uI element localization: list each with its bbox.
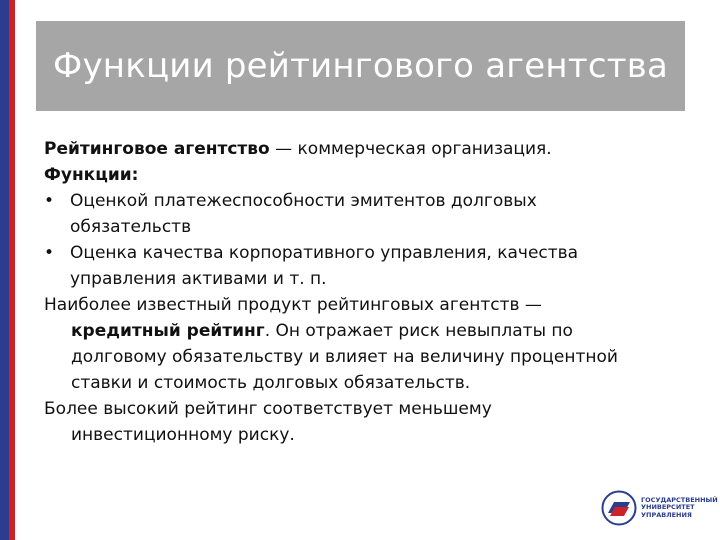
bullet-line: Оценка качества корпоративного управления, качества [70,243,579,263]
paragraph-text: . Он отражает риск невыплаты по [264,321,573,341]
paragraph-line: Более высокий рейтинг соответствует меньшему [44,399,492,419]
definition-term: Рейтинговое агентство [44,139,270,159]
paragraph-line [44,318,704,344]
bullet-item [44,188,704,240]
logo-line: ГОСУДАРСТВЕННЫЙ [641,495,718,504]
slide-title: Функции рейтингового агентства [52,46,669,86]
left-stripe-red [9,0,15,540]
left-stripe-blue [0,0,9,540]
logo-line: УНИВЕРСИТЕТ [641,503,695,512]
logo-line: УПРАВЛЕНИЯ [641,510,692,519]
definition-line [44,136,704,162]
bullet-line: обязательств [70,217,192,237]
bullet-item [44,240,704,292]
functions-heading: Функции: [44,165,139,185]
paragraph-line: долговому обязательству и влияет на величину процентной [71,347,618,367]
title-bar [36,21,685,111]
bullet-line: Оценкой платежеспособности эмитентов долговых [70,191,537,211]
bullet-icon: • [44,243,55,263]
slide-body [44,136,704,448]
logo-caption [641,497,718,520]
definition-text: — коммерческая организация. [269,139,552,159]
university-emblem-icon [601,490,637,526]
paragraph-line: ставки и стоимость долговых обязательств. [71,373,471,393]
credit-rating-term: кредитный рейтинг [71,321,265,341]
bullet-icon: • [44,191,55,211]
paragraph-line: инвестиционному риску. [71,425,295,445]
paragraph-line: Наиболее известный продукт рейтинговых агентств — [44,295,542,315]
bullet-line: управления активами и т. п. [70,269,327,289]
university-logo [601,488,718,528]
